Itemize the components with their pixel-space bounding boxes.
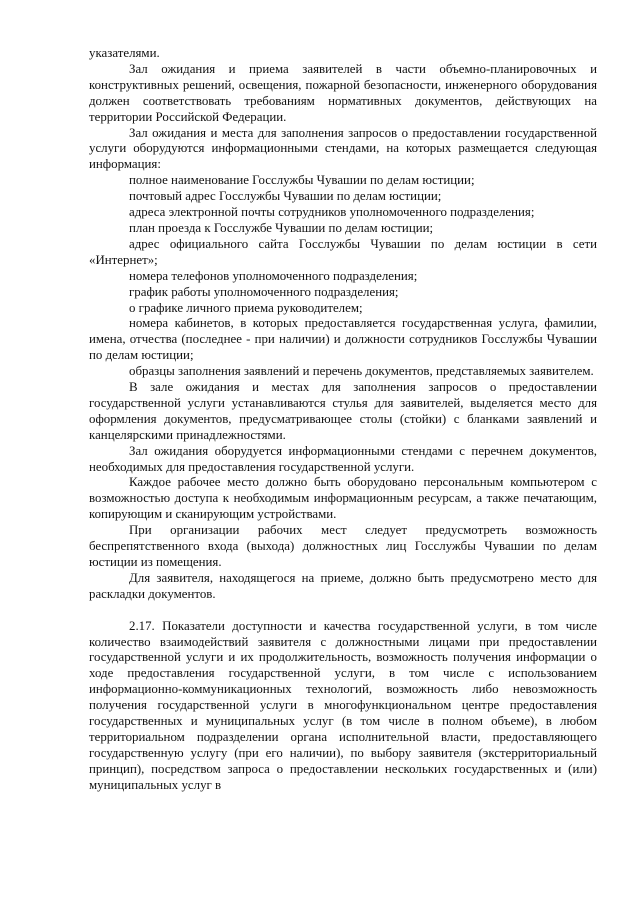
document-page (89, 46, 597, 794)
paragraph-seating: В зале ожидания и местах для заполнения запросов о предоставлении государственной услуги устанавливаются стулья для заявителей, выделяется место для оформления документов, предусматривающее столы (стойки) с бланками заявлений и канцелярскими принадлежностями. (89, 380, 597, 442)
list-item: график работы уполномоченного подразделения; (129, 284, 399, 299)
list-item: почтовый адрес Госслужбы Чувашии по делам юстиции; (129, 189, 442, 204)
section-gap (89, 603, 597, 619)
paragraph-access: При организации рабочих мест следует предусмотреть возможность беспрепятственного входа (выхода) должностных лиц Госслужбы Чувашии по делам юстиции из помещения. (89, 523, 597, 569)
paragraph-info-stands: Зал ожидания и места для заполнения запросов о предоставлении государственной услуги оборудуются информационными стендами, на которых размещается следующая информация: (89, 125, 597, 172)
paragraph-waiting-hall-requirements: Зал ожидания и приема заявителей в части объемно-планировочных и конструктивных решений, освещения, пожарной безопасности, инженерного оборудования должен соответствовать требованиям нормативных документов, действующих на территории Российской Федерации. (89, 61, 597, 124)
list-item: полное наименование Госслужбы Чувашии по делам юстиции; (129, 173, 475, 188)
paragraph-document-stands: Зал ожидания оборудуется информационными стендами с перечнем документов, необходимых для предоставления государственной услуги. (89, 443, 597, 474)
paragraph-document-space: Для заявителя, находящегося на приеме, должно быть предусмотрено место для раскладки документов. (89, 570, 597, 601)
list-item: о графике личного приема руководителем; (129, 300, 363, 315)
paragraph-section-2-17: 2.17. Показатели доступности и качества государственной услуги, в том числе количество взаимодействий заявителя с должностными лицами при предоставлении государственной услуги и их продолжительность, возможность получения информации о ходе предоставления государственной услуги, в том числе с использованием информационно-коммуникационных технологий, возможность либо невозможность получения государственной услуги в многофункциональном центре предоставления государственных и муниципальных услуг (в том числе в полном объеме), в любом территориальном подразделении органа исполнительной власти, предоставляющего государственную услугу (при его наличии), по выбору заявителя (экстерриториальный принцип), посредством запроса о предоставлении нескольких государственных и (или) муниципальных услуг в (89, 618, 597, 792)
list-item: адрес официального сайта Госслужбы Чувашии по делам юстиции в сети «Интернет»; (89, 236, 597, 267)
list-item: номера телефонов уполномоченного подразделения; (129, 268, 418, 283)
list-item: номера кабинетов, в которых предоставляется государственная услуга, фамилии, имена, отчества (последнее - при наличии) и должности сотрудников Госслужбы Чувашии по делам юстиции; (89, 316, 597, 363)
list-item: адреса электронной почты сотрудников уполномоченного подразделения; (129, 205, 535, 220)
list-item: план проезда к Госслужбе Чувашии по делам юстиции; (129, 220, 434, 235)
paragraph-workstations: Каждое рабочее место должно быть оборудовано персональным компьютером с возможностью доступа к необходимым информационным ресурсам, а также печатающим, копирующим и сканирующим устройствами. (89, 475, 597, 522)
paragraph-continuation: указателями. (89, 46, 160, 60)
list-item: образцы заполнения заявлений и перечень документов, представляемых заявителем. (129, 364, 594, 379)
